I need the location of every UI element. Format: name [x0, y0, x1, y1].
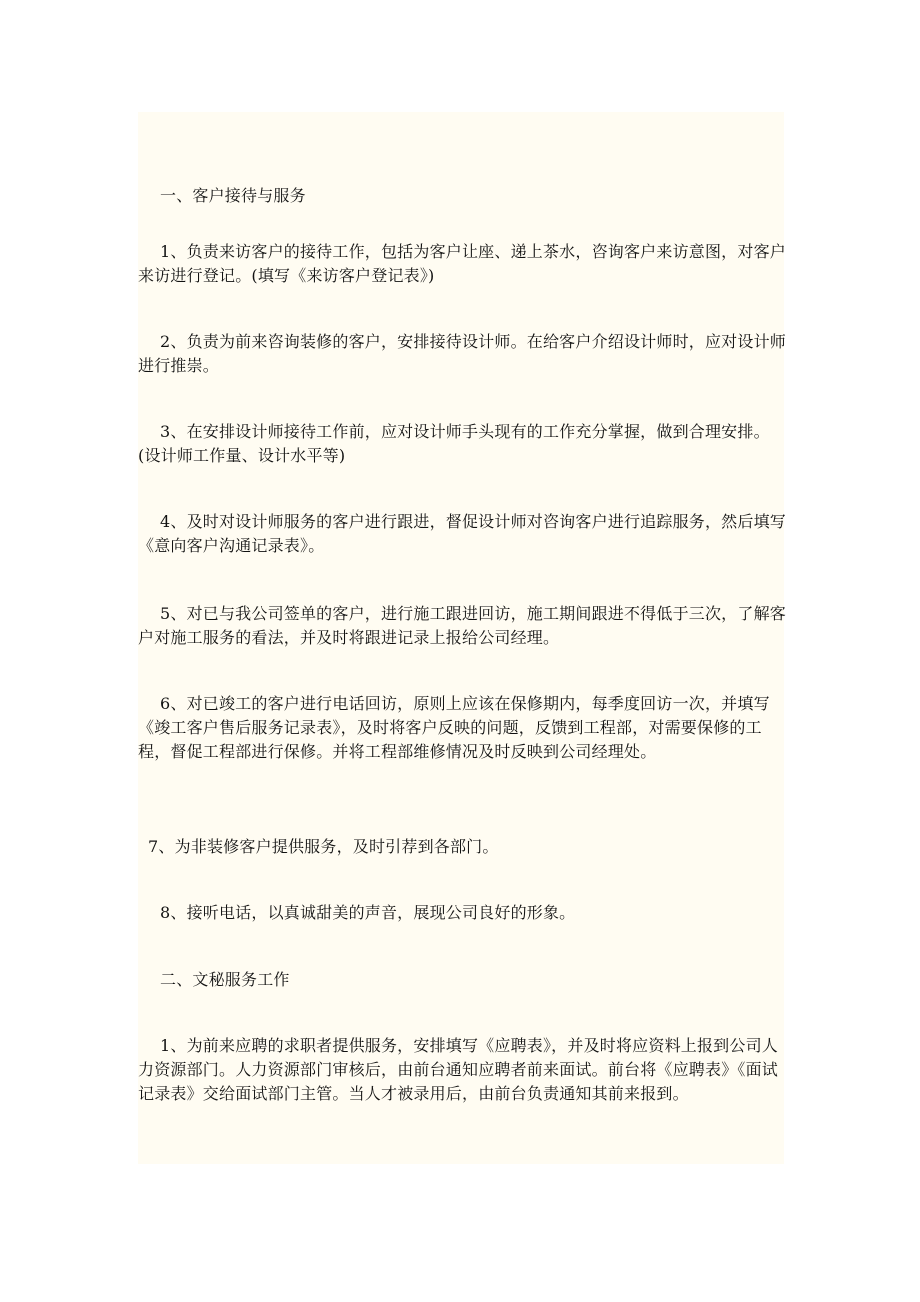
list-item: 1、为前来应聘的求职者提供服务，安排填写《应聘表》，并及时将应资料上报到公司人力资源部门。人力资源部门审核后，由前台通知应聘者前来面试。前台将《应聘表》《面试记录表》交给面试部门主管。当人才被录用后，由前台负责通知其前来报到。	[138, 1036, 779, 1103]
list-item: 6、对已竣工的客户进行电话回访，原则上应该在保修期内，每季度回访一次，并填写《竣工客户售后服务记录表》，及时将客户反映的问题，反馈到工程部，对需要保修的工程，督促工程部进行保修。并将工程部维修情况及时反映到公司经理处。	[138, 694, 770, 761]
section-heading-customer-service: 一、客户接待与服务	[160, 186, 306, 205]
list-item: 7、为非装修客户提供服务，及时引荐到各部门。	[148, 837, 499, 856]
list-item: 3、在安排设计师接待工作前，应对设计师手头现有的工作充分掌握，做到合理安排。(设计师工作量、设计水平等)	[138, 422, 770, 465]
list-item: 5、对已与我公司签单的客户，进行施工跟进回访，施工期间跟进不得低于三次，了解客户对施工服务的看法，并及时将跟进记录上报给公司经理。	[138, 604, 786, 647]
list-item: 8、接听电话，以真诚甜美的声音，展现公司良好的形象。	[160, 903, 576, 922]
section-heading-secretarial: 二、文秘服务工作	[160, 970, 290, 989]
list-item: 2、负责为前来咨询装修的客户，安排接待设计师。在给客户介绍设计师时，应对设计师进行推崇。	[138, 332, 786, 375]
list-item: 1、负责来访客户的接待工作，包括为客户让座、递上茶水，咨询客户来访意图，对客户来访进行登记。(填写《来访客户登记表》)	[138, 242, 786, 285]
document-column	[138, 112, 784, 1164]
list-item: 4、及时对设计师服务的客户进行跟进，督促设计师对咨询客户进行追踪服务，然后填写《意向客户沟通记录表》。	[138, 512, 786, 555]
